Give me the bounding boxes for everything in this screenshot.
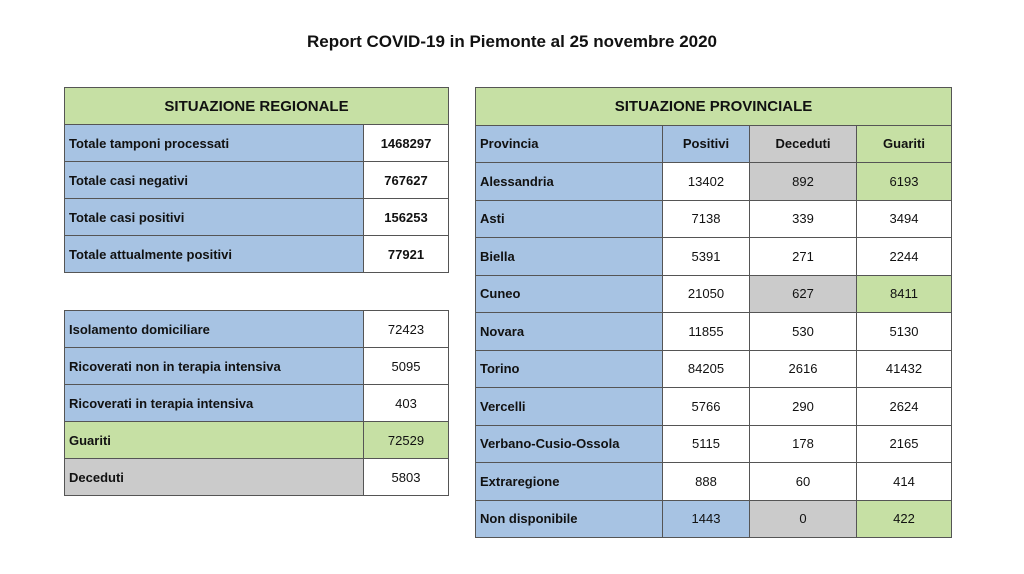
table-row: [476, 238, 952, 276]
cell-deceduti: 627: [750, 275, 857, 313]
breakdown-label: Ricoverati in terapia intensiva: [65, 385, 364, 422]
regional-value: 77921: [364, 236, 449, 273]
cell-positivi: 11855: [663, 313, 750, 351]
regional-header: SITUAZIONE REGIONALE: [65, 88, 449, 125]
cell-provincia: Torino: [476, 350, 663, 388]
cell-guariti: 41432: [857, 350, 952, 388]
cell-positivi: 7138: [663, 200, 750, 238]
table-row: [65, 311, 449, 348]
page-title: Report COVID-19 in Piemonte al 25 novembre 2020: [306, 32, 718, 51]
cell-guariti: 6193: [857, 163, 952, 201]
cell-guariti: 2624: [857, 388, 952, 426]
cell-deceduti: 271: [750, 238, 857, 276]
cell-positivi: 84205: [663, 350, 750, 388]
table-row: [65, 199, 449, 236]
column-header-deceduti: Deceduti: [750, 125, 857, 163]
cell-deceduti: 178: [750, 425, 857, 463]
table-row: [65, 422, 449, 459]
table-row: [65, 125, 449, 162]
cell-provincia: Alessandria: [476, 163, 663, 201]
regional-header-row: [65, 88, 449, 125]
table-row: [476, 313, 952, 351]
cell-deceduti: 60: [750, 463, 857, 501]
cell-guariti: 422: [857, 500, 952, 538]
column-header-positivi: Positivi: [663, 125, 750, 163]
regional-label: Totale casi negativi: [65, 162, 364, 199]
breakdown-table: [64, 310, 449, 496]
cell-provincia: Non disponibile: [476, 500, 663, 538]
cell-deceduti: 339: [750, 200, 857, 238]
table-row: [476, 388, 952, 426]
cell-provincia: Biella: [476, 238, 663, 276]
table-row: [65, 236, 449, 273]
breakdown-value: 72423: [364, 311, 449, 348]
cell-deceduti: 530: [750, 313, 857, 351]
cell-guariti: 2165: [857, 425, 952, 463]
cell-provincia: Novara: [476, 313, 663, 351]
breakdown-value: 403: [364, 385, 449, 422]
cell-provincia: Extraregione: [476, 463, 663, 501]
table-row: [476, 500, 952, 538]
regional-label: Totale casi positivi: [65, 199, 364, 236]
breakdown-value: 5803: [364, 459, 449, 496]
table-row: [65, 385, 449, 422]
cell-provincia: Cuneo: [476, 275, 663, 313]
cell-guariti: 5130: [857, 313, 952, 351]
cell-provincia: Asti: [476, 200, 663, 238]
regional-table: [64, 87, 449, 273]
cell-positivi: 5766: [663, 388, 750, 426]
table-row: [476, 163, 952, 201]
cell-provincia: Verbano-Cusio-Ossola: [476, 425, 663, 463]
cell-guariti: 2244: [857, 238, 952, 276]
table-row: [476, 350, 952, 388]
provincial-header-row: [476, 88, 952, 126]
cell-provincia: Vercelli: [476, 388, 663, 426]
table-row: [65, 459, 449, 496]
table-row: [476, 463, 952, 501]
table-row: [65, 348, 449, 385]
cell-positivi: 5115: [663, 425, 750, 463]
cell-guariti: 414: [857, 463, 952, 501]
breakdown-value: 72529: [364, 422, 449, 459]
cell-positivi: 5391: [663, 238, 750, 276]
regional-value: 767627: [364, 162, 449, 199]
cell-deceduti: 0: [750, 500, 857, 538]
provincial-table: [475, 87, 952, 538]
regional-value: 1468297: [364, 125, 449, 162]
cell-deceduti: 892: [750, 163, 857, 201]
cell-guariti: 3494: [857, 200, 952, 238]
cell-guariti: 8411: [857, 275, 952, 313]
cell-positivi: 1443: [663, 500, 750, 538]
column-header-provincia: Provincia: [476, 125, 663, 163]
cell-positivi: 888: [663, 463, 750, 501]
provincial-header: SITUAZIONE PROVINCIALE: [476, 88, 952, 126]
breakdown-label: Guariti: [65, 422, 364, 459]
cell-deceduti: 290: [750, 388, 857, 426]
breakdown-value: 5095: [364, 348, 449, 385]
table-row: [476, 200, 952, 238]
regional-label: Totale tamponi processati: [65, 125, 364, 162]
regional-label: Totale attualmente positivi: [65, 236, 364, 273]
column-header-guariti: Guariti: [857, 125, 952, 163]
cell-deceduti: 2616: [750, 350, 857, 388]
cell-positivi: 13402: [663, 163, 750, 201]
provincial-column-headers: [476, 125, 952, 163]
table-row: [65, 162, 449, 199]
table-row: [476, 275, 952, 313]
cell-positivi: 21050: [663, 275, 750, 313]
breakdown-label: Ricoverati non in terapia intensiva: [65, 348, 364, 385]
table-row: [476, 425, 952, 463]
breakdown-label: Deceduti: [65, 459, 364, 496]
breakdown-label: Isolamento domiciliare: [65, 311, 364, 348]
regional-value: 156253: [364, 199, 449, 236]
